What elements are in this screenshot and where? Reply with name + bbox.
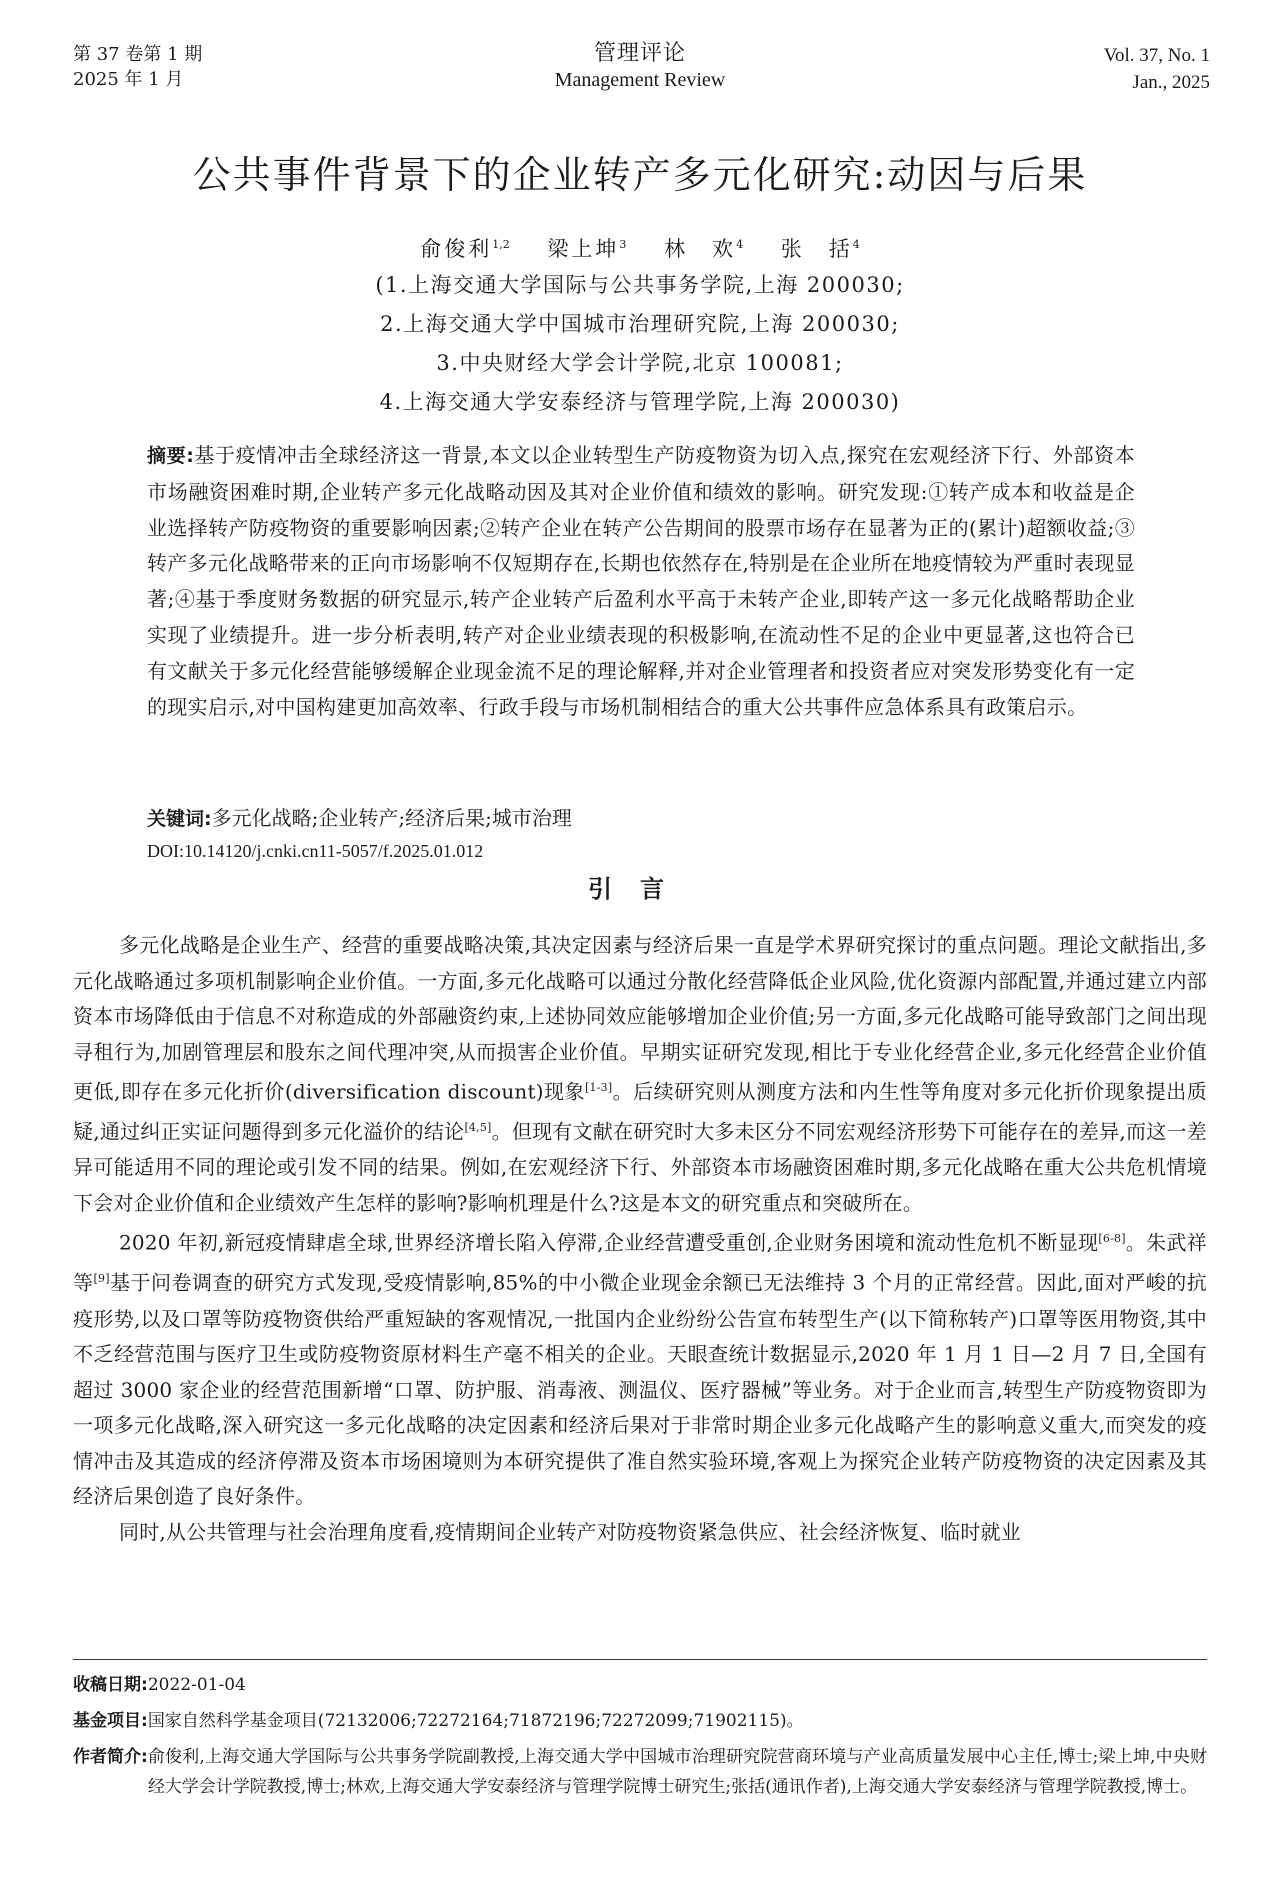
affiliation: 4.上海交通大学安泰经济与管理学院,上海 200030) — [379, 390, 901, 414]
affiliation: 2.上海交通大学中国城市治理研究院,上海 200030; — [380, 312, 900, 336]
author — [547, 237, 626, 261]
footnote-divider — [73, 1659, 1207, 1660]
citation-mark: [9] — [93, 1272, 110, 1286]
doi: DOI:10.14120/j.cnki.cn11-5057/f.2025.01.012 — [147, 841, 484, 861]
paragraph-text: 2020 年初,新冠疫情肆虐全球,世界经济增长陷入停滞,企业经营遭受重创,企业财务困境和流动性危机不断显现 — [119, 1230, 1099, 1255]
journal-name-en: Management Review — [554, 69, 726, 91]
paragraph-text: 。但现有文献在研究时大多未区分不同宏观经济形势下可能存在的差异,而这一差异可能适用不同的理论或引发不同的结果。例如,在宏观经济下行、外部资本市场融资困难时期,多元化战略在重大公共危机情境下会对企业价值和企业绩效产生怎样的影响?影响机理是什么?这是本文的研究重点和突破所在。 — [73, 1119, 1208, 1215]
volume-issue-en: Vol. 37, No. 1 — [1103, 45, 1210, 66]
paragraph-text: 。后续研究则从测度方法和内生性等角度对多元化折价现象提出质疑,通过纠正实证问题得到多元化溢价的结论 — [73, 1079, 1207, 1144]
author — [420, 237, 510, 261]
paragraph-text: 基于问卷调查的研究方式发现,受疫情影响,85%的中小微企业现金余额已无法维持 3 个月的正常经营。因此,面对严峻的抗疫形势,以及口罩等防疫物资供给严重短缺的客观情况,一批国内企业纷纷公告宣布转型生产(以下简称转产)口罩等医用物资,其中不乏经营范围与医疗卫生或防疫物资原材料生产毫不相关的企业。天眼查统计数据显示,2020 年 1 月 1 日—2 月 7 日,全国有超过 3000 家企业的经营范围新增“口罩、防护服、消毒液、测温仪、医疗器械”等业务。对于企业而言,转型生产防疫物资即为一项多元化战略,深入研究这一多元化战略的决定因素和经济后果对于非常时期企业多元化战略产生的影响意义重大,而突发的疫情冲击及其造成的经济停滞及资本市场困境则为本研究提供了准自然实验环境,客观上为探究企业转产防疫物资的决定因素及其经济后果创造了良好条件。 — [73, 1271, 1207, 1509]
affiliation-list — [0, 266, 1280, 422]
body-paragraph — [73, 1221, 1207, 1514]
abstract — [147, 438, 1135, 725]
author-bio-label: 作者简介: — [73, 1747, 148, 1767]
author — [664, 237, 743, 261]
keywords — [147, 803, 1135, 834]
journal-name-cn: 管理评论 — [593, 41, 686, 66]
author-affiliation-mark: 3 — [619, 238, 627, 251]
keywords-label: 关键词: — [147, 808, 212, 830]
body-text — [73, 928, 1207, 1550]
paragraph-text: 多元化战略是企业生产、经营的重要战略决策,其决定因素与经济后果一直是学术界研究探讨的重点问题。理论文献指出,多元化战略通过多项机制影响企业价值。一方面,多元化战略可以通过分散化经营降低企业风险,优化资源内部配置,并通过建立内部资本市场降低由于信息不对称造成的外部融资约束,上述协同效应能够增加企业价值;另一方面,多元化战略可能导致部门之间出现寻租行为,加剧管理层和股东之间代理冲突,从而损害企业价值。早期实证研究发现,相比于专业化经营企业,多元化经营企业价值更低,即存在多元化折价(diversification discount)现象 — [73, 933, 1207, 1104]
publication-date-cn: 2025 年 1 月 — [73, 69, 184, 90]
received-date: 2022-01-04 — [147, 1675, 246, 1695]
body-paragraph — [73, 1515, 1207, 1551]
running-header-right — [1104, 42, 1210, 96]
section-title: 引言 — [588, 875, 692, 903]
body-paragraph — [73, 928, 1207, 1221]
received-date-label: 收稿日期: — [73, 1675, 148, 1695]
footnotes — [73, 1670, 1207, 1808]
fund-note — [73, 1706, 1207, 1736]
volume-issue-cn: 第 37 卷第 1 期 — [73, 44, 203, 65]
author-bio-note — [73, 1742, 1207, 1802]
author-name: 梁上坤 — [547, 237, 620, 261]
keywords-text: 多元化战略;企业转产;经济后果;城市治理 — [211, 806, 572, 830]
citation-mark: [1-3] — [585, 1081, 613, 1094]
author-name: 俞俊利 — [420, 237, 493, 261]
running-header-center — [0, 40, 1280, 92]
paper-title: 公共事件背景下的企业转产多元化研究:动因与后果 — [192, 153, 1088, 197]
fund-text: 国家自然科学基金项目(72132006;72272164;71872196;72272099;71902115)。 — [147, 1711, 804, 1731]
author-affiliation-mark: 4 — [852, 238, 860, 251]
affiliation: (1.上海交通大学国际与公共事务学院,上海 200030; — [375, 273, 905, 297]
author-name: 林 欢 — [664, 237, 737, 261]
author-name: 张 括 — [780, 237, 853, 261]
paragraph-text: 。朱武祥等 — [73, 1230, 1207, 1296]
author-bio-text: 俞俊利,上海交通大学国际与公共事务学院副教授,上海交通大学中国城市治理研究院营商环境与产业高质量发展中心主任,博士;梁上坤,中央财经大学会计学院教授,博士;林欢,上海交通大学安泰经济与管理学院博士研究生;张括(通讯作者),上海交通大学安泰经济与管理学院教授,博士。 — [147, 1747, 1207, 1797]
author-affiliation-mark: 1,2 — [492, 238, 510, 251]
abstract-text: 基于疫情冲击全球经济这一背景,本文以企业转型生产防疫物资为切入点,探究在宏观经济下行、外部资本市场融资困难时期,企业转产多元化战略动因及其对企业价值和绩效的影响。研究发现:①转产成本和收益是企业选择转产防疫物资的重要影响因素;②转产企业在转产公告期间的股票市场存在显著为正的(累计)超额收益;③转产多元化战略带来的正向市场影响不仅短期存在,长期也依然存在,特别是在企业所在地疫情较为严重时表现显著;④基于季度财务数据的研究显示,转产企业转产后盈利水平高于未转产企业,即转产这一多元化战略帮助企业实现了业绩提升。进一步分析表明,转产对企业业绩表现的积极影响,在流动性不足的企业中更显著,这也符合已有文献关于多元化经营能够缓解企业现金流不足的理论解释,并对企业管理者和投资者应对突发形势变化有一定的现实启示,对中国构建更加高效率、行政手段与市场机制相结合的重大公共事件应急体系具有政策启示。 — [147, 443, 1135, 719]
author-list — [0, 230, 1280, 264]
citation-mark: [6-8] — [1098, 1232, 1126, 1246]
author — [781, 237, 860, 261]
abstract-label: 摘要: — [147, 445, 195, 467]
citation-mark: [4,5] — [464, 1121, 492, 1135]
affiliation: 3.中央财经大学会计学院,北京 100081; — [436, 351, 844, 375]
paragraph-text: 同时,从公共管理与社会治理角度看,疫情期间企业转产对防疫物资紧急供应、社会经济恢复、临时就业 — [119, 1519, 1021, 1544]
publication-date-en: Jan., 2025 — [1132, 72, 1210, 93]
author-affiliation-mark: 4 — [736, 238, 744, 251]
fund-label: 基金项目: — [73, 1711, 148, 1731]
received-date-note — [73, 1670, 1207, 1700]
